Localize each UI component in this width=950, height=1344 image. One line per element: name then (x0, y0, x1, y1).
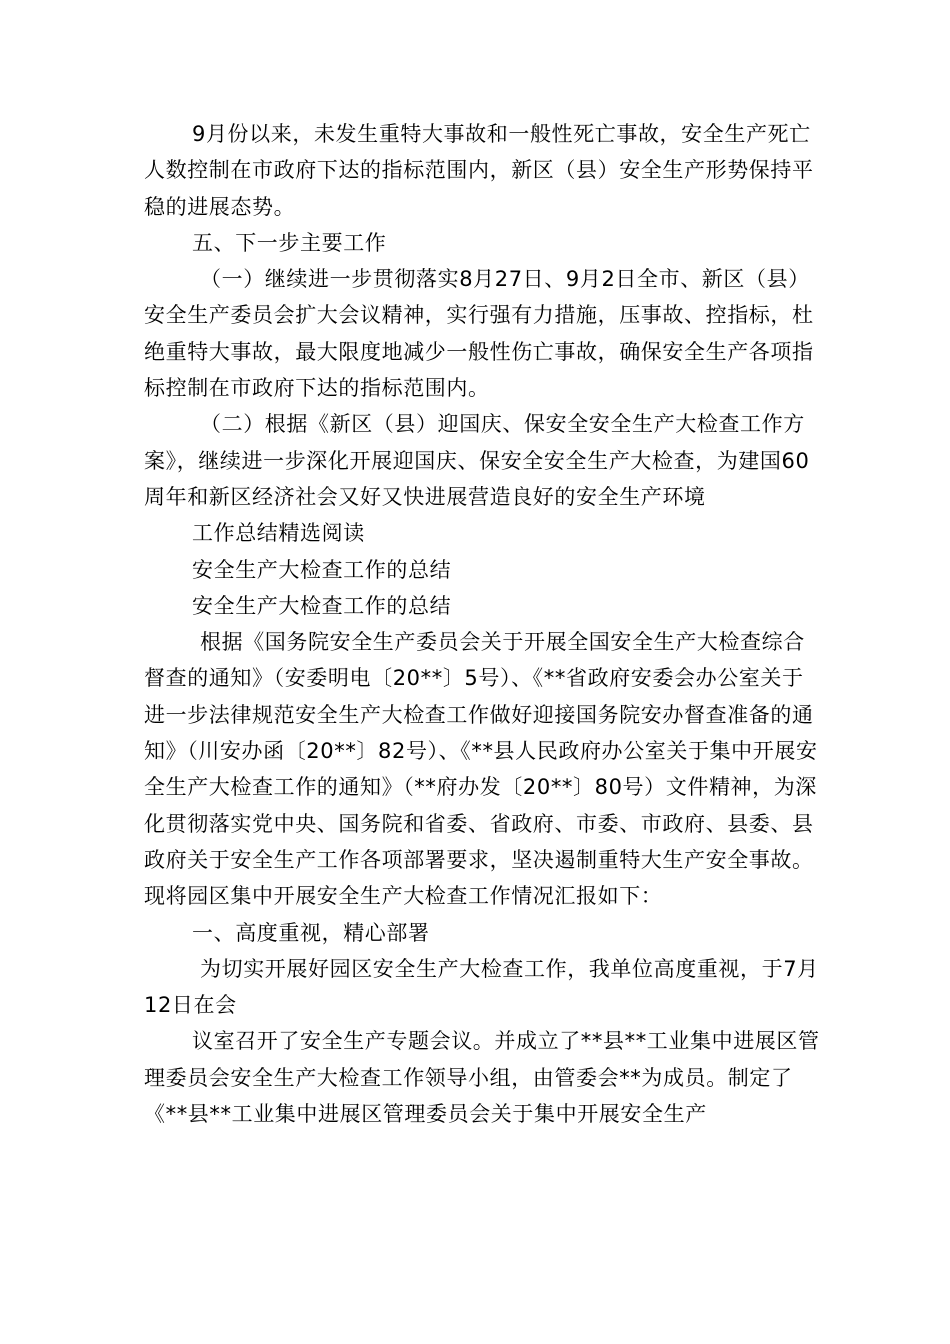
heading-inspection-summary-1: 安全生产大检查工作的总结 (192, 557, 452, 582)
heading-inspection-summary-2: 安全生产大检查工作的总结 (192, 593, 452, 618)
document-body (144, 116, 824, 1132)
paragraph-next-step-1: （一）继续进一步贯彻落实8月27日、9月2日全市、新区（县）安全生产委员会扩大会议精神，实行强有力措施，压事故、控指标，杜绝重特大事故，最大限度地减少一般性伤亡事故，确保安全生产各项指标控制在市政府下达的指标范围内。 (144, 267, 814, 401)
heading-section-one: 一、高度重视，精心部署 (192, 920, 430, 945)
paragraph-meeting-details: 议室召开了安全生产专题会议。并成立了**县**工业集中进展区管理委员会安全生产大检查工作领导小组，由管委会**为成员。制定了《**县**工业集中进展区管理委员会关于集中开展安全生产 (144, 1029, 820, 1127)
heading-next-steps: 五、下一步主要工作 (192, 230, 387, 255)
paragraph-accident-status: 9月份以来，未发生重特大事故和一般性死亡事故，安全生产死亡人数控制在市政府下达的指标范围内，新区（县）安全生产形势保持平稳的进展态势。 (144, 122, 814, 219)
paragraph-basis-notice: 根据《国务院安全生产委员会关于开展全国安全生产大检查综合督查的通知》（安委明电〔20**〕5号）、《**省政府安委会办公室关于进一步法律规范安全生产大检查工作做好迎接国务院安办督查准备的通知》（川安办函〔20**〕82号）、《**县人民政府办公室关于集中开展安全生产大检查工作的通知》（**府办发〔20**〕80号）文件精神，为深化贯彻落实党中央、国务院和省委、省政府、市委、市政府、县委、县政府关于安全生产工作各项部署要求，坚决遏制重特大生产安全事故。现将园区集中开展安全生产大检查工作情况汇报如下： (144, 630, 818, 909)
paragraph-next-step-2: （二）根据《新区（县）迎国庆、保安全安全生产大检查工作方案》，继续进一步深化开展迎国庆、保安全安全生产大检查，为建国60周年和新区经济社会又好又快进展营造良好的安全生产环境 (144, 412, 810, 509)
paragraph-meeting-intro: 为切实开展好园区安全生产大检查工作，我单位高度重视，于7月12日在会 (144, 956, 819, 1018)
heading-summary-reading: 工作总结精选阅读 (192, 521, 365, 546)
